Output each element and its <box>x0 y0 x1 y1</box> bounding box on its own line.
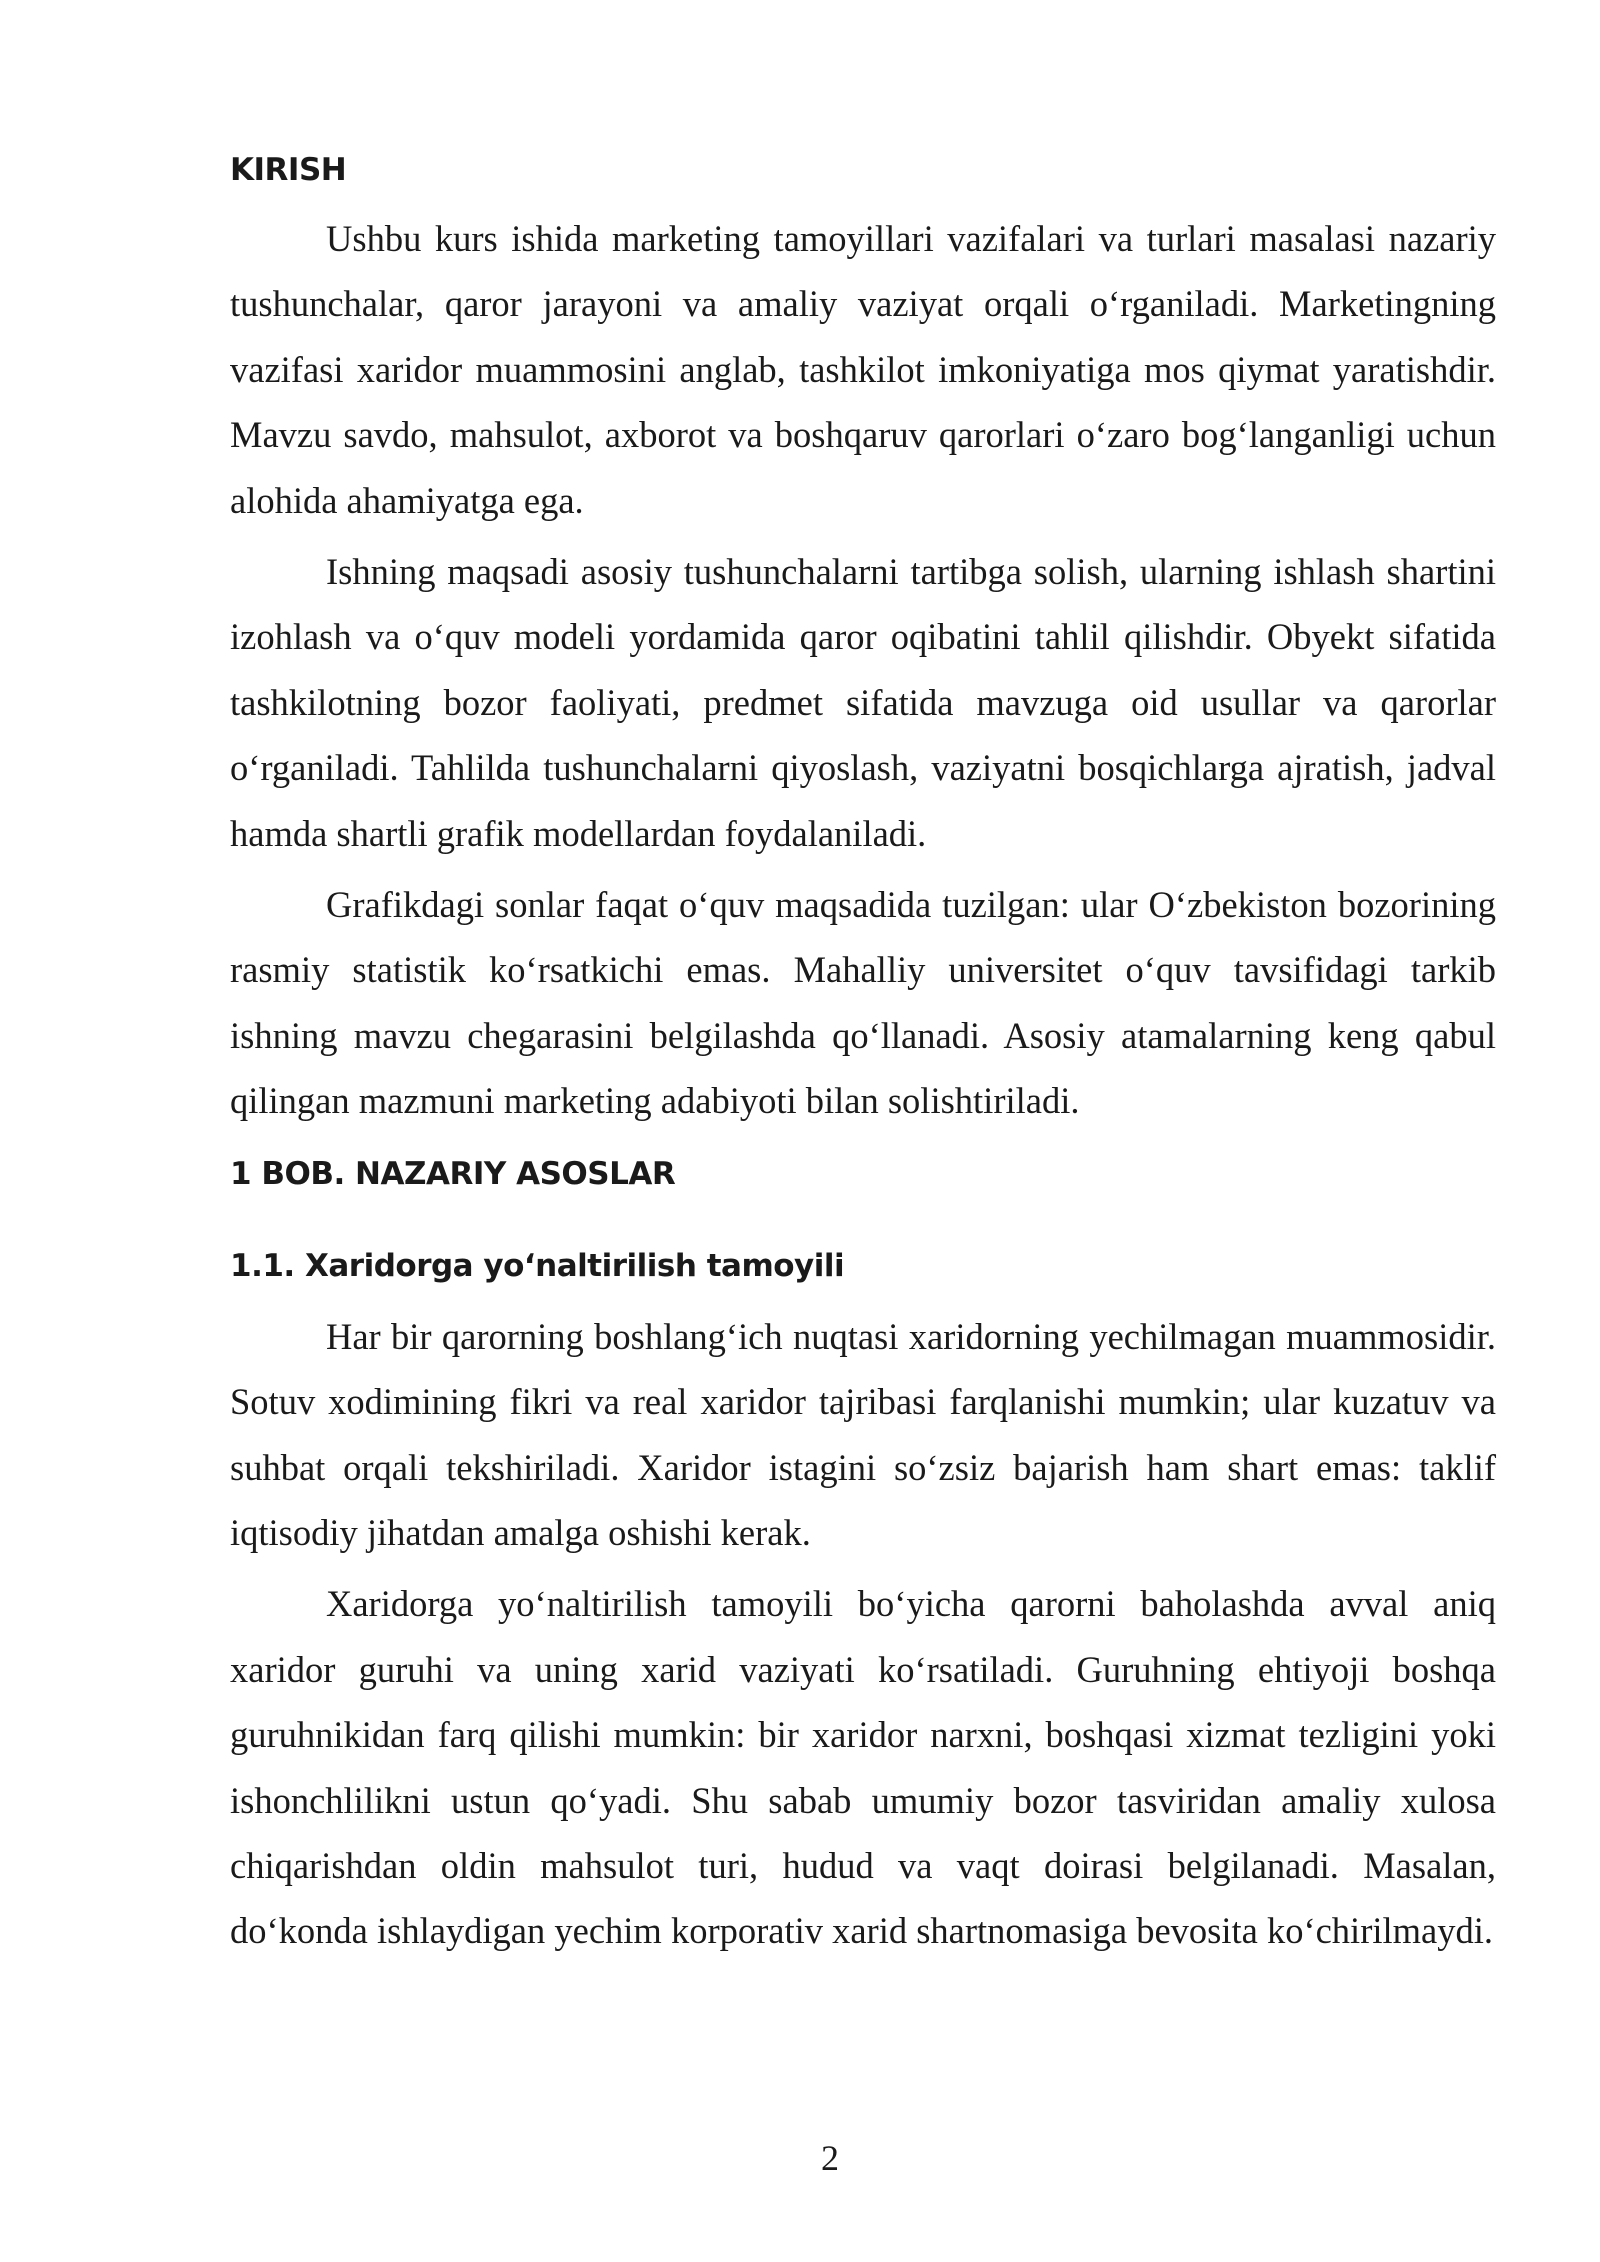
section-paragraph-2: Xaridorga yo‘naltirilish tamoyili bo‘yicha qarorni baholashda avval aniq xaridor guruhi va uning xarid vaziyati ko‘rsatiladi. Guruhning ehtiyoji boshqa guruhnikidan farq qilishi mumkin: bir xaridor narxni, boshqasi xizmat tezligini yoki ishonchlilikni ustun qo‘yadi. Shu sabab umumiy bozor tasviridan amaliy xulosa chiqarishdan oldin mahsulot turi, hudud va vaqt doirasi belgilanadi. Masalan, do‘konda ishlaydigan yechim korporativ xarid shartnomasiga bevosita ko‘chirilmaydi. <box>230 1583 1496 1952</box>
section-heading: 1.1. Xaridorga yo‘naltirilish tamoyili <box>230 1247 845 1284</box>
page-number: 2 <box>821 2138 839 2178</box>
intro-paragraph-1: Ushbu kurs ishida marketing tamoyillari vazifalari va turlari masalasi nazariy tushunchalar, qaror jarayoni va amaliy vaziyat orqali o‘rganiladi. Marketingning vazifasi xaridor muammosini anglab, tashkilot imkoniyatiga mos qiymat yaratishdir. Mavzu savdo, mahsulot, axborot va boshqaruv qarorlari o‘zaro bog‘langanligi uchun alohida ahamiyatga ega. <box>230 218 1496 521</box>
section-paragraph-1: Har bir qarorning boshlang‘ich nuqtasi xaridorning yechilmagan muammosidir. Sotuv xodimining fikri va real xaridor tajribasi farqlanishi mumkin; ular kuzatuv va suhbat orqali tekshiriladi. Xaridor istagini so‘zsiz bajarish ham shart emas: taklif iqtisodiy jihatdan amalga oshishi kerak. <box>230 1315 1496 1553</box>
intro-paragraph-3: Grafikdagi sonlar faqat o‘quv maqsadida tuzilgan: ular O‘zbekiston bozorining rasmiy statistik ko‘rsatkichi emas. Mahalliy universitet o‘quv tavsifidagi tarkib ishning mavzu chegarasini belgilashda qo‘llanadi. Asosiy atamalarning keng qabul qilingan mazmuni marketing adabiyoti bilan solishtiriladi. <box>230 884 1496 1122</box>
page-content <box>230 150 1496 1964</box>
chapter-heading: 1 BOB. NAZARIY ASOSLAR <box>230 1155 676 1192</box>
intro-paragraph-2: Ishning maqsadi asosiy tushunchalarni tartibga solish, ularning ishlash shartini izohlash va o‘quv modeli yordamida qaror oqibatini tahlil qilishdir. Obyekt sifatida tashkilotning bozor faoliyati, predmet sifatida mavzuga oid usullar va qarorlar o‘rganiladi. Tahlilda tushunchalarni qiyoslash, vaziyatni bosqichlarga ajratish, jadval hamda shartli grafik modellardan foydalaniladi. <box>230 551 1496 854</box>
intro-heading: KIRISH <box>230 152 347 188</box>
